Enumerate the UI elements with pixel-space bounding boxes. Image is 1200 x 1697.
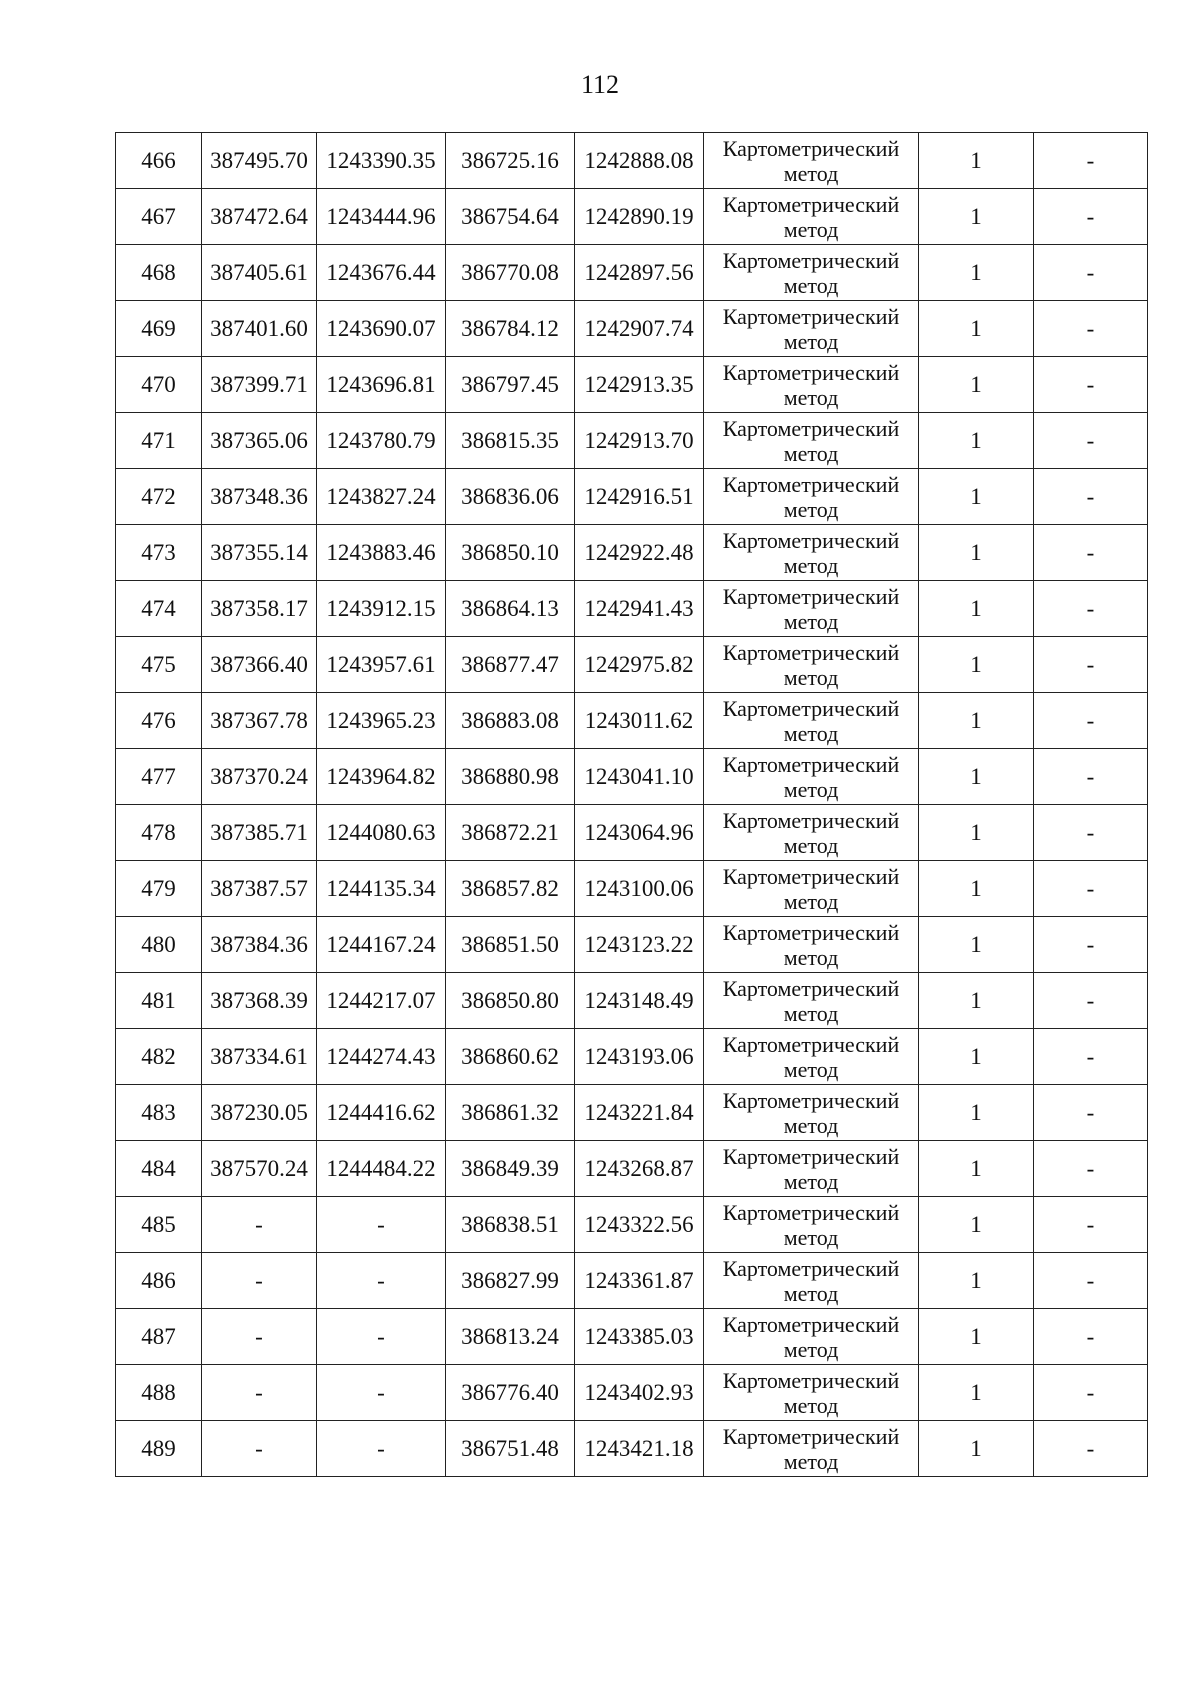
note-cell: - — [1034, 693, 1148, 749]
point-number-cell: 479 — [116, 861, 202, 917]
method-cell — [704, 581, 919, 637]
y1-cell: - — [317, 1197, 446, 1253]
method-line-2: метод — [783, 384, 839, 410]
table-row — [116, 133, 1148, 189]
method-line-2: метод — [783, 552, 839, 578]
x2-cell: 386849.39 — [446, 1141, 575, 1197]
table-row — [116, 525, 1148, 581]
y2-cell: 1243322.56 — [575, 1197, 704, 1253]
y1-cell: 1243690.07 — [317, 301, 446, 357]
point-number-cell: 481 — [116, 973, 202, 1029]
y2-cell: 1242897.56 — [575, 245, 704, 301]
method-cell — [704, 917, 919, 973]
table-row — [116, 637, 1148, 693]
note-cell: - — [1034, 917, 1148, 973]
note-cell: - — [1034, 1365, 1148, 1421]
method-line-2: метод — [783, 1224, 839, 1250]
point-number-cell: 480 — [116, 917, 202, 973]
accuracy-cell: 1 — [919, 133, 1034, 189]
method-cell — [704, 357, 919, 413]
y1-cell: 1243827.24 — [317, 469, 446, 525]
point-number-cell: 476 — [116, 693, 202, 749]
accuracy-cell: 1 — [919, 525, 1034, 581]
y2-cell: 1243221.84 — [575, 1085, 704, 1141]
x2-cell: 386751.48 — [446, 1421, 575, 1477]
note-cell: - — [1034, 1197, 1148, 1253]
note-cell: - — [1034, 1253, 1148, 1309]
x1-cell: - — [202, 1365, 317, 1421]
y2-cell: 1242916.51 — [575, 469, 704, 525]
table-row — [116, 1085, 1148, 1141]
method-line-2: метод — [783, 1392, 839, 1418]
y1-cell: 1244167.24 — [317, 917, 446, 973]
table-row — [116, 1197, 1148, 1253]
y2-cell: 1242913.70 — [575, 413, 704, 469]
y2-cell: 1243123.22 — [575, 917, 704, 973]
y1-cell: - — [317, 1365, 446, 1421]
method-line-1: Картометрический — [722, 1423, 900, 1449]
note-cell: - — [1034, 245, 1148, 301]
method-line-2: метод — [783, 944, 839, 970]
method-line-2: метод — [783, 1168, 839, 1194]
note-cell: - — [1034, 469, 1148, 525]
method-cell — [704, 1421, 919, 1477]
method-cell — [704, 1029, 919, 1085]
note-cell: - — [1034, 413, 1148, 469]
method-cell — [704, 1141, 919, 1197]
x1-cell: 387366.40 — [202, 637, 317, 693]
note-cell: - — [1034, 749, 1148, 805]
y2-cell: 1242941.43 — [575, 581, 704, 637]
accuracy-cell: 1 — [919, 1029, 1034, 1085]
method-cell — [704, 1197, 919, 1253]
table-row — [116, 301, 1148, 357]
y1-cell: 1243696.81 — [317, 357, 446, 413]
method-line-1: Картометрический — [722, 807, 900, 833]
method-line-1: Картометрический — [722, 135, 900, 161]
x1-cell: - — [202, 1309, 317, 1365]
x1-cell: 387384.36 — [202, 917, 317, 973]
method-line-2: метод — [783, 1448, 839, 1474]
method-line-1: Картометрический — [722, 863, 900, 889]
method-line-2: метод — [783, 1000, 839, 1026]
accuracy-cell: 1 — [919, 973, 1034, 1029]
method-cell — [704, 301, 919, 357]
y2-cell: 1243421.18 — [575, 1421, 704, 1477]
method-line-2: метод — [783, 1336, 839, 1362]
table-row — [116, 693, 1148, 749]
y1-cell: 1243676.44 — [317, 245, 446, 301]
point-number-cell: 469 — [116, 301, 202, 357]
table-row — [116, 1309, 1148, 1365]
note-cell: - — [1034, 637, 1148, 693]
note-cell: - — [1034, 1421, 1148, 1477]
method-line-1: Картометрический — [722, 1031, 900, 1057]
note-cell: - — [1034, 1085, 1148, 1141]
accuracy-cell: 1 — [919, 245, 1034, 301]
point-number-cell: 470 — [116, 357, 202, 413]
method-cell — [704, 525, 919, 581]
x1-cell: 387355.14 — [202, 525, 317, 581]
note-cell: - — [1034, 301, 1148, 357]
y2-cell: 1242975.82 — [575, 637, 704, 693]
x1-cell: 387387.57 — [202, 861, 317, 917]
table-row — [116, 189, 1148, 245]
y2-cell: 1242890.19 — [575, 189, 704, 245]
y1-cell: 1243780.79 — [317, 413, 446, 469]
point-number-cell: 474 — [116, 581, 202, 637]
y2-cell: 1242922.48 — [575, 525, 704, 581]
x2-cell: 386815.35 — [446, 413, 575, 469]
x2-cell: 386880.98 — [446, 749, 575, 805]
note-cell: - — [1034, 189, 1148, 245]
x2-cell: 386860.62 — [446, 1029, 575, 1085]
y2-cell: 1243385.03 — [575, 1309, 704, 1365]
x1-cell: 387399.71 — [202, 357, 317, 413]
table-row — [116, 1421, 1148, 1477]
x2-cell: 386813.24 — [446, 1309, 575, 1365]
accuracy-cell: 1 — [919, 805, 1034, 861]
note-cell: - — [1034, 861, 1148, 917]
method-line-2: метод — [783, 832, 839, 858]
method-line-2: метод — [783, 160, 839, 186]
method-cell — [704, 805, 919, 861]
page-number: 112 — [580, 70, 620, 99]
x1-cell: 387365.06 — [202, 413, 317, 469]
y1-cell: - — [317, 1421, 446, 1477]
table-row — [116, 245, 1148, 301]
accuracy-cell: 1 — [919, 693, 1034, 749]
point-number-cell: 478 — [116, 805, 202, 861]
y2-cell: 1243402.93 — [575, 1365, 704, 1421]
table-row — [116, 917, 1148, 973]
method-cell — [704, 693, 919, 749]
y1-cell: 1244135.34 — [317, 861, 446, 917]
x2-cell: 386851.50 — [446, 917, 575, 973]
y2-cell: 1243268.87 — [575, 1141, 704, 1197]
table-row — [116, 861, 1148, 917]
x2-cell: 386827.99 — [446, 1253, 575, 1309]
method-line-2: метод — [783, 664, 839, 690]
point-number-cell: 467 — [116, 189, 202, 245]
method-line-1: Картометрический — [722, 639, 900, 665]
x1-cell: 387472.64 — [202, 189, 317, 245]
method-line-1: Картометрический — [722, 1199, 900, 1225]
point-number-cell: 485 — [116, 1197, 202, 1253]
method-line-2: метод — [783, 1056, 839, 1082]
x1-cell: 387401.60 — [202, 301, 317, 357]
y1-cell: - — [317, 1253, 446, 1309]
method-cell — [704, 637, 919, 693]
y2-cell: 1243011.62 — [575, 693, 704, 749]
y1-cell: 1243390.35 — [317, 133, 446, 189]
y1-cell: 1244274.43 — [317, 1029, 446, 1085]
point-number-cell: 482 — [116, 1029, 202, 1085]
method-line-1: Картометрический — [722, 975, 900, 1001]
x1-cell: 387230.05 — [202, 1085, 317, 1141]
y1-cell: 1244484.22 — [317, 1141, 446, 1197]
method-cell — [704, 1365, 919, 1421]
point-number-cell: 472 — [116, 469, 202, 525]
method-line-2: метод — [783, 496, 839, 522]
method-line-2: метод — [783, 608, 839, 634]
table-row — [116, 1365, 1148, 1421]
method-line-1: Картометрический — [722, 191, 900, 217]
table-row — [116, 581, 1148, 637]
x2-cell: 386883.08 — [446, 693, 575, 749]
method-cell — [704, 189, 919, 245]
point-number-cell: 489 — [116, 1421, 202, 1477]
y2-cell: 1243193.06 — [575, 1029, 704, 1085]
x2-cell: 386838.51 — [446, 1197, 575, 1253]
y1-cell: 1244080.63 — [317, 805, 446, 861]
x1-cell: - — [202, 1197, 317, 1253]
accuracy-cell: 1 — [919, 357, 1034, 413]
point-number-cell: 488 — [116, 1365, 202, 1421]
method-line-1: Картометрический — [722, 415, 900, 441]
table-row — [116, 357, 1148, 413]
note-cell: - — [1034, 357, 1148, 413]
table-row — [116, 413, 1148, 469]
y1-cell: 1243883.46 — [317, 525, 446, 581]
x2-cell: 386850.80 — [446, 973, 575, 1029]
point-number-cell: 486 — [116, 1253, 202, 1309]
y2-cell: 1242907.74 — [575, 301, 704, 357]
table-row — [116, 469, 1148, 525]
note-cell: - — [1034, 581, 1148, 637]
note-cell: - — [1034, 1309, 1148, 1365]
accuracy-cell: 1 — [919, 413, 1034, 469]
y1-cell: 1243964.82 — [317, 749, 446, 805]
y1-cell: 1243965.23 — [317, 693, 446, 749]
table-row — [116, 1141, 1148, 1197]
method-line-1: Картометрический — [722, 1367, 900, 1393]
y1-cell: - — [317, 1309, 446, 1365]
x2-cell: 386857.82 — [446, 861, 575, 917]
method-line-1: Картометрический — [722, 695, 900, 721]
y2-cell: 1243148.49 — [575, 973, 704, 1029]
x2-cell: 386850.10 — [446, 525, 575, 581]
x2-cell: 386776.40 — [446, 1365, 575, 1421]
accuracy-cell: 1 — [919, 1365, 1034, 1421]
point-number-cell: 487 — [116, 1309, 202, 1365]
method-cell — [704, 1085, 919, 1141]
point-number-cell: 466 — [116, 133, 202, 189]
method-line-1: Картометрический — [722, 471, 900, 497]
method-cell — [704, 861, 919, 917]
note-cell: - — [1034, 525, 1148, 581]
x1-cell: 387348.36 — [202, 469, 317, 525]
y1-cell: 1243912.15 — [317, 581, 446, 637]
method-cell — [704, 1309, 919, 1365]
method-line-2: метод — [783, 888, 839, 914]
method-line-1: Картометрический — [722, 583, 900, 609]
x2-cell: 386872.21 — [446, 805, 575, 861]
x1-cell: 387495.70 — [202, 133, 317, 189]
note-cell: - — [1034, 133, 1148, 189]
method-line-2: метод — [783, 216, 839, 242]
accuracy-cell: 1 — [919, 861, 1034, 917]
accuracy-cell: 1 — [919, 637, 1034, 693]
method-line-1: Картометрический — [722, 1255, 900, 1281]
method-line-2: метод — [783, 720, 839, 746]
x1-cell: 387405.61 — [202, 245, 317, 301]
method-line-2: метод — [783, 328, 839, 354]
table-row — [116, 805, 1148, 861]
method-line-1: Картометрический — [722, 1143, 900, 1169]
point-number-cell: 473 — [116, 525, 202, 581]
point-number-cell: 483 — [116, 1085, 202, 1141]
y2-cell: 1243064.96 — [575, 805, 704, 861]
point-number-cell: 484 — [116, 1141, 202, 1197]
method-line-2: метод — [783, 776, 839, 802]
x1-cell: 387334.61 — [202, 1029, 317, 1085]
point-number-cell: 471 — [116, 413, 202, 469]
x1-cell: 387367.78 — [202, 693, 317, 749]
note-cell: - — [1034, 973, 1148, 1029]
accuracy-cell: 1 — [919, 1421, 1034, 1477]
x2-cell: 386836.06 — [446, 469, 575, 525]
coordinates-table — [115, 132, 1148, 1477]
x2-cell: 386725.16 — [446, 133, 575, 189]
accuracy-cell: 1 — [919, 1197, 1034, 1253]
method-cell — [704, 973, 919, 1029]
y2-cell: 1242888.08 — [575, 133, 704, 189]
method-cell — [704, 133, 919, 189]
x2-cell: 386770.08 — [446, 245, 575, 301]
note-cell: - — [1034, 805, 1148, 861]
x2-cell: 386754.64 — [446, 189, 575, 245]
x2-cell: 386864.13 — [446, 581, 575, 637]
y1-cell: 1244416.62 — [317, 1085, 446, 1141]
x2-cell: 386784.12 — [446, 301, 575, 357]
method-cell — [704, 1253, 919, 1309]
y1-cell: 1243444.96 — [317, 189, 446, 245]
x1-cell: 387370.24 — [202, 749, 317, 805]
x1-cell: 387358.17 — [202, 581, 317, 637]
point-number-cell: 468 — [116, 245, 202, 301]
x2-cell: 386861.32 — [446, 1085, 575, 1141]
method-line-1: Картометрический — [722, 303, 900, 329]
table-row — [116, 973, 1148, 1029]
method-cell — [704, 413, 919, 469]
method-cell — [704, 245, 919, 301]
method-line-2: метод — [783, 1280, 839, 1306]
x2-cell: 386877.47 — [446, 637, 575, 693]
y2-cell: 1243100.06 — [575, 861, 704, 917]
x1-cell: 387385.71 — [202, 805, 317, 861]
method-cell — [704, 469, 919, 525]
accuracy-cell: 1 — [919, 581, 1034, 637]
point-number-cell: 475 — [116, 637, 202, 693]
accuracy-cell: 1 — [919, 469, 1034, 525]
y1-cell: 1243957.61 — [317, 637, 446, 693]
x1-cell: - — [202, 1421, 317, 1477]
note-cell: - — [1034, 1029, 1148, 1085]
method-line-1: Картометрический — [722, 1087, 900, 1113]
accuracy-cell: 1 — [919, 1309, 1034, 1365]
x1-cell: - — [202, 1253, 317, 1309]
y2-cell: 1243041.10 — [575, 749, 704, 805]
y1-cell: 1244217.07 — [317, 973, 446, 1029]
method-line-2: метод — [783, 272, 839, 298]
y2-cell: 1243361.87 — [575, 1253, 704, 1309]
method-line-2: метод — [783, 440, 839, 466]
y2-cell: 1242913.35 — [575, 357, 704, 413]
table-row — [116, 749, 1148, 805]
accuracy-cell: 1 — [919, 1085, 1034, 1141]
table-body — [116, 133, 1148, 1477]
method-line-1: Картометрический — [722, 919, 900, 945]
method-line-1: Картометрический — [722, 751, 900, 777]
table-row — [116, 1029, 1148, 1085]
accuracy-cell: 1 — [919, 917, 1034, 973]
method-line-1: Картометрический — [722, 359, 900, 385]
point-number-cell: 477 — [116, 749, 202, 805]
method-line-1: Картометрический — [722, 1311, 900, 1337]
accuracy-cell: 1 — [919, 189, 1034, 245]
x1-cell: 387368.39 — [202, 973, 317, 1029]
method-line-1: Картометрический — [722, 247, 900, 273]
accuracy-cell: 1 — [919, 1253, 1034, 1309]
x1-cell: 387570.24 — [202, 1141, 317, 1197]
table-row — [116, 1253, 1148, 1309]
accuracy-cell: 1 — [919, 301, 1034, 357]
accuracy-cell: 1 — [919, 749, 1034, 805]
method-cell — [704, 749, 919, 805]
method-line-2: метод — [783, 1112, 839, 1138]
method-line-1: Картометрический — [722, 527, 900, 553]
note-cell: - — [1034, 1141, 1148, 1197]
accuracy-cell: 1 — [919, 1141, 1034, 1197]
x2-cell: 386797.45 — [446, 357, 575, 413]
